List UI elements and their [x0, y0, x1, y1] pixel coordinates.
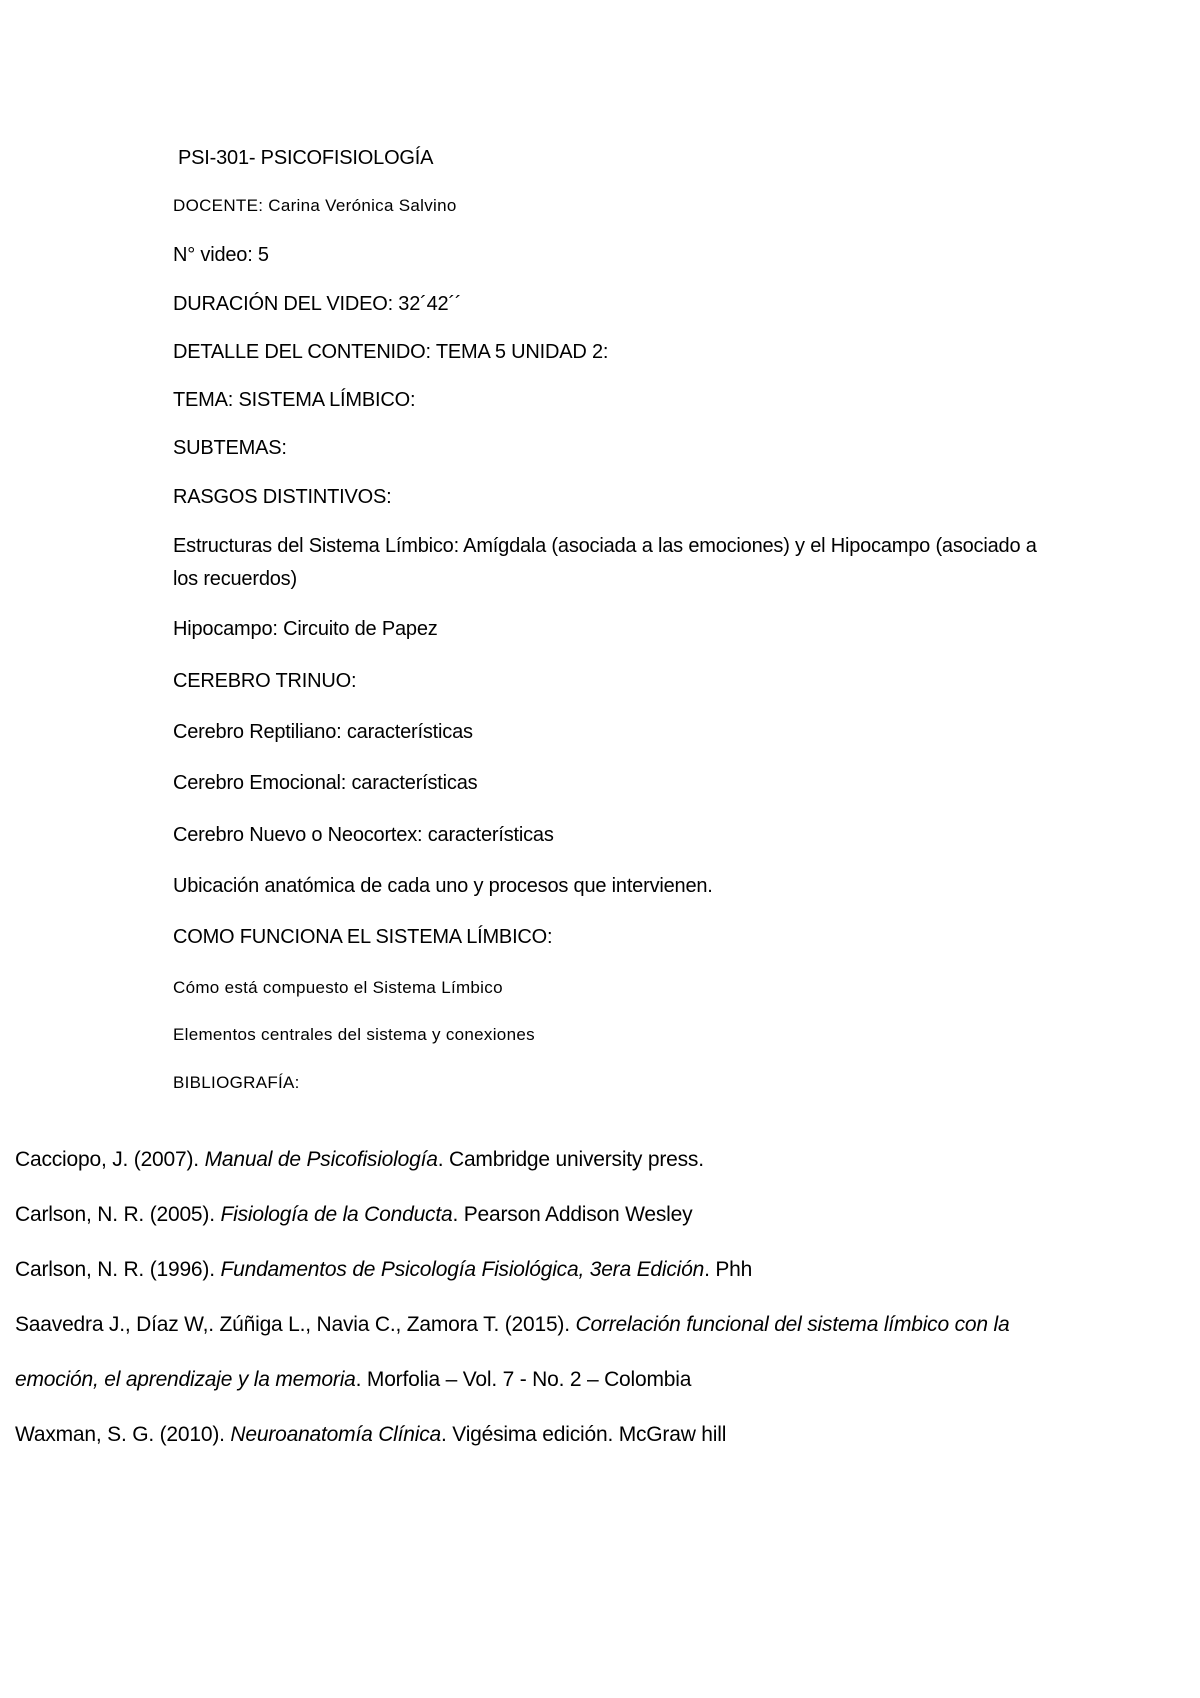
reference-4: Saavedra J., Díaz W,. Zúñiga L., Navia C., Zamora T. (2015). Correlación funcional del sistema límbico con la: [15, 1313, 1010, 1336]
emotional-line: Cerebro Emocional: características: [173, 772, 478, 794]
distinctive-heading: RASGOS DISTINTIVOS:: [173, 486, 392, 508]
reference-4-continued: emoción, el aprendizaje y la memoria. Morfolia – Vol. 7 - No. 2 – Colombia: [15, 1368, 692, 1391]
reptilian-line: Cerebro Reptiliano: características: [173, 721, 473, 743]
course-title: PSI-301- PSICOFISIOLOGÍA: [178, 147, 434, 169]
reference-2: Carlson, N. R. (2005). Fisiología de la Conducta. Pearson Addison Wesley: [15, 1203, 693, 1226]
structures-paragraph: Estructuras del Sistema Límbico: Amígdala (asociada a las emociones) y el Hipocampo (asociado a los recuerdos): [173, 535, 1037, 590]
content-detail-line: DETALLE DEL CONTENIDO: TEMA 5 UNIDAD 2:: [173, 341, 609, 363]
topic-line: TEMA: SISTEMA LÍMBICO:: [173, 389, 416, 411]
location-line: Ubicación anatómica de cada uno y procesos que intervienen.: [173, 875, 713, 897]
teacher-line: DOCENTE: Carina Verónica Salvino: [173, 196, 457, 215]
elements-line: Elementos centrales del sistema y conexiones: [173, 1025, 535, 1044]
duration-line: DURACIÓN DEL VIDEO: 32´42´´: [173, 293, 462, 315]
subtopics-heading: SUBTEMAS:: [173, 437, 287, 459]
how-works-heading: COMO FUNCIONA EL SISTEMA LÍMBICO:: [173, 926, 553, 948]
video-number-line: N° video: 5: [173, 244, 269, 266]
neocortex-line: Cerebro Nuevo o Neocortex: características: [173, 824, 554, 846]
reference-3: Carlson, N. R. (1996). Fundamentos de Psicología Fisiológica, 3era Edición. Phh: [15, 1258, 753, 1281]
reference-5: Waxman, S. G. (2010). Neuroanatomía Clínica. Vigésima edición. McGraw hill: [15, 1423, 727, 1446]
reference-1: Cacciopo, J. (2007). Manual de Psicofisiología. Cambridge university press.: [15, 1148, 704, 1171]
composition-line: Cómo está compuesto el Sistema Límbico: [173, 978, 503, 997]
triune-heading: CEREBRO TRINUO:: [173, 670, 357, 692]
hippocampus-line: Hipocampo: Circuito de Papez: [173, 618, 438, 640]
bibliography-heading: BIBLIOGRAFÍA:: [173, 1073, 300, 1092]
